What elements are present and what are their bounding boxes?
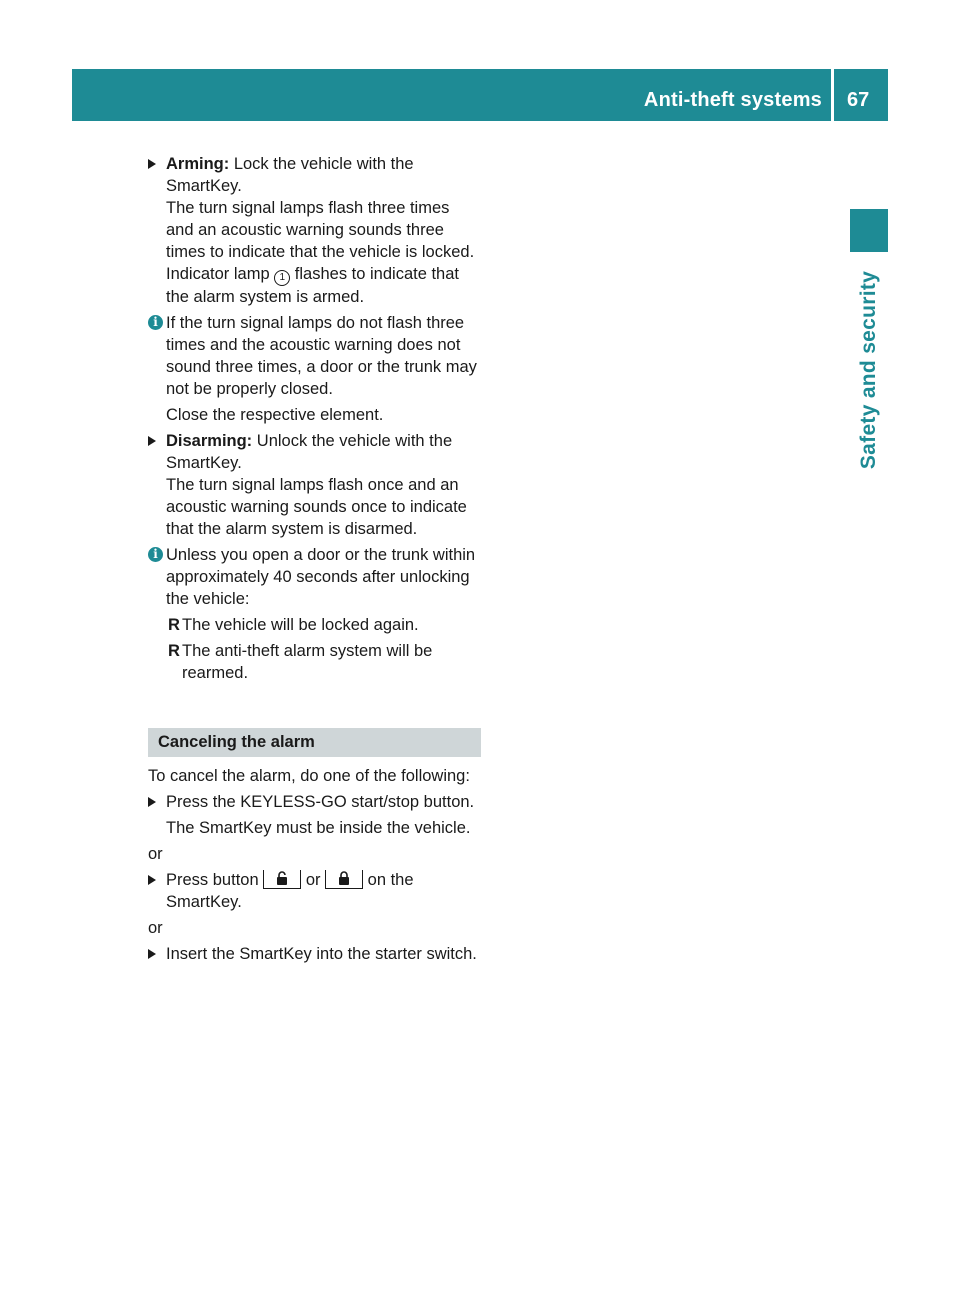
section-heading: Canceling the alarm [148, 728, 481, 757]
cancel-step-button [148, 869, 481, 913]
cancel-step-text-a: Press button [166, 871, 264, 889]
info-note-arming [148, 312, 481, 400]
canceling-intro: To cancel the alarm, do one of the following: [148, 767, 470, 785]
main-content [148, 153, 481, 969]
or-separator: or [148, 845, 163, 863]
unlock-button-icon [263, 870, 301, 889]
arming-step [148, 153, 481, 308]
cancel-step-text-or: or [301, 871, 326, 889]
or-separator: or [148, 919, 163, 937]
info-note-followup: Close the respective element. [166, 406, 384, 424]
info-icon: i [148, 315, 163, 330]
step-arrow-icon [148, 159, 156, 169]
cancel-step-text: Insert the SmartKey into the starter switch. [166, 945, 477, 963]
arming-description-end: flashes to indicate that the alarm system is armed. [166, 265, 459, 306]
arming-description: The turn signal lamps flash three times and an acoustic warning sounds three times to indicate that the vehicle is locked. Indicator lamp [166, 199, 475, 283]
disarming-text: Unlock the vehicle with the SmartKey. [166, 432, 453, 472]
step-arrow-icon [148, 436, 156, 446]
info-note-disarming [148, 544, 481, 610]
section-side-label: Safety and security [857, 270, 880, 470]
info-icon: i [148, 547, 163, 562]
indicator-lamp-ref-icon: 1 [274, 270, 290, 286]
bullet-r-icon: R [168, 642, 180, 660]
cancel-step-text-b: on the SmartKey. [166, 871, 414, 911]
list-item [148, 640, 481, 684]
bullet-r-icon: R [168, 616, 180, 634]
disarming-description: The turn signal lamps flash once and an acoustic warning sounds once to indicate that the alarm system is disarmed. [166, 476, 467, 538]
info-note-text: Unless you open a door or the trunk within approximately 40 seconds after unlocking the vehicle: [166, 546, 476, 608]
section-tab-marker [850, 209, 888, 252]
header-divider [831, 69, 834, 121]
disarming-label: Disarming: [166, 432, 253, 450]
arming-text: Lock the vehicle with the SmartKey. [166, 155, 414, 195]
cancel-step-starter-switch [148, 943, 481, 965]
lock-button-icon [325, 870, 363, 889]
page-number: 67 [847, 89, 870, 111]
header-title: Anti-theft systems [643, 89, 822, 111]
disarming-step [148, 430, 481, 540]
list-item-text: The vehicle will be locked again. [182, 616, 419, 634]
info-note-text: If the turn signal lamps do not flash three times and the acoustic warning does not sound three times, a door or the trunk may not be properly closed. [166, 314, 477, 398]
arming-label: Arming: [166, 155, 230, 173]
cancel-step-keyless-go [148, 791, 481, 813]
cancel-step-text: Press the KEYLESS-GO start/stop button. [166, 793, 475, 811]
list-item-text: The anti-theft alarm system will be rearmed. [182, 642, 433, 682]
step-arrow-icon [148, 875, 156, 885]
step-arrow-icon [148, 797, 156, 807]
cancel-step-note: The SmartKey must be inside the vehicle. [166, 819, 471, 837]
list-item [148, 614, 481, 636]
page-header [72, 69, 888, 121]
step-arrow-icon [148, 949, 156, 959]
